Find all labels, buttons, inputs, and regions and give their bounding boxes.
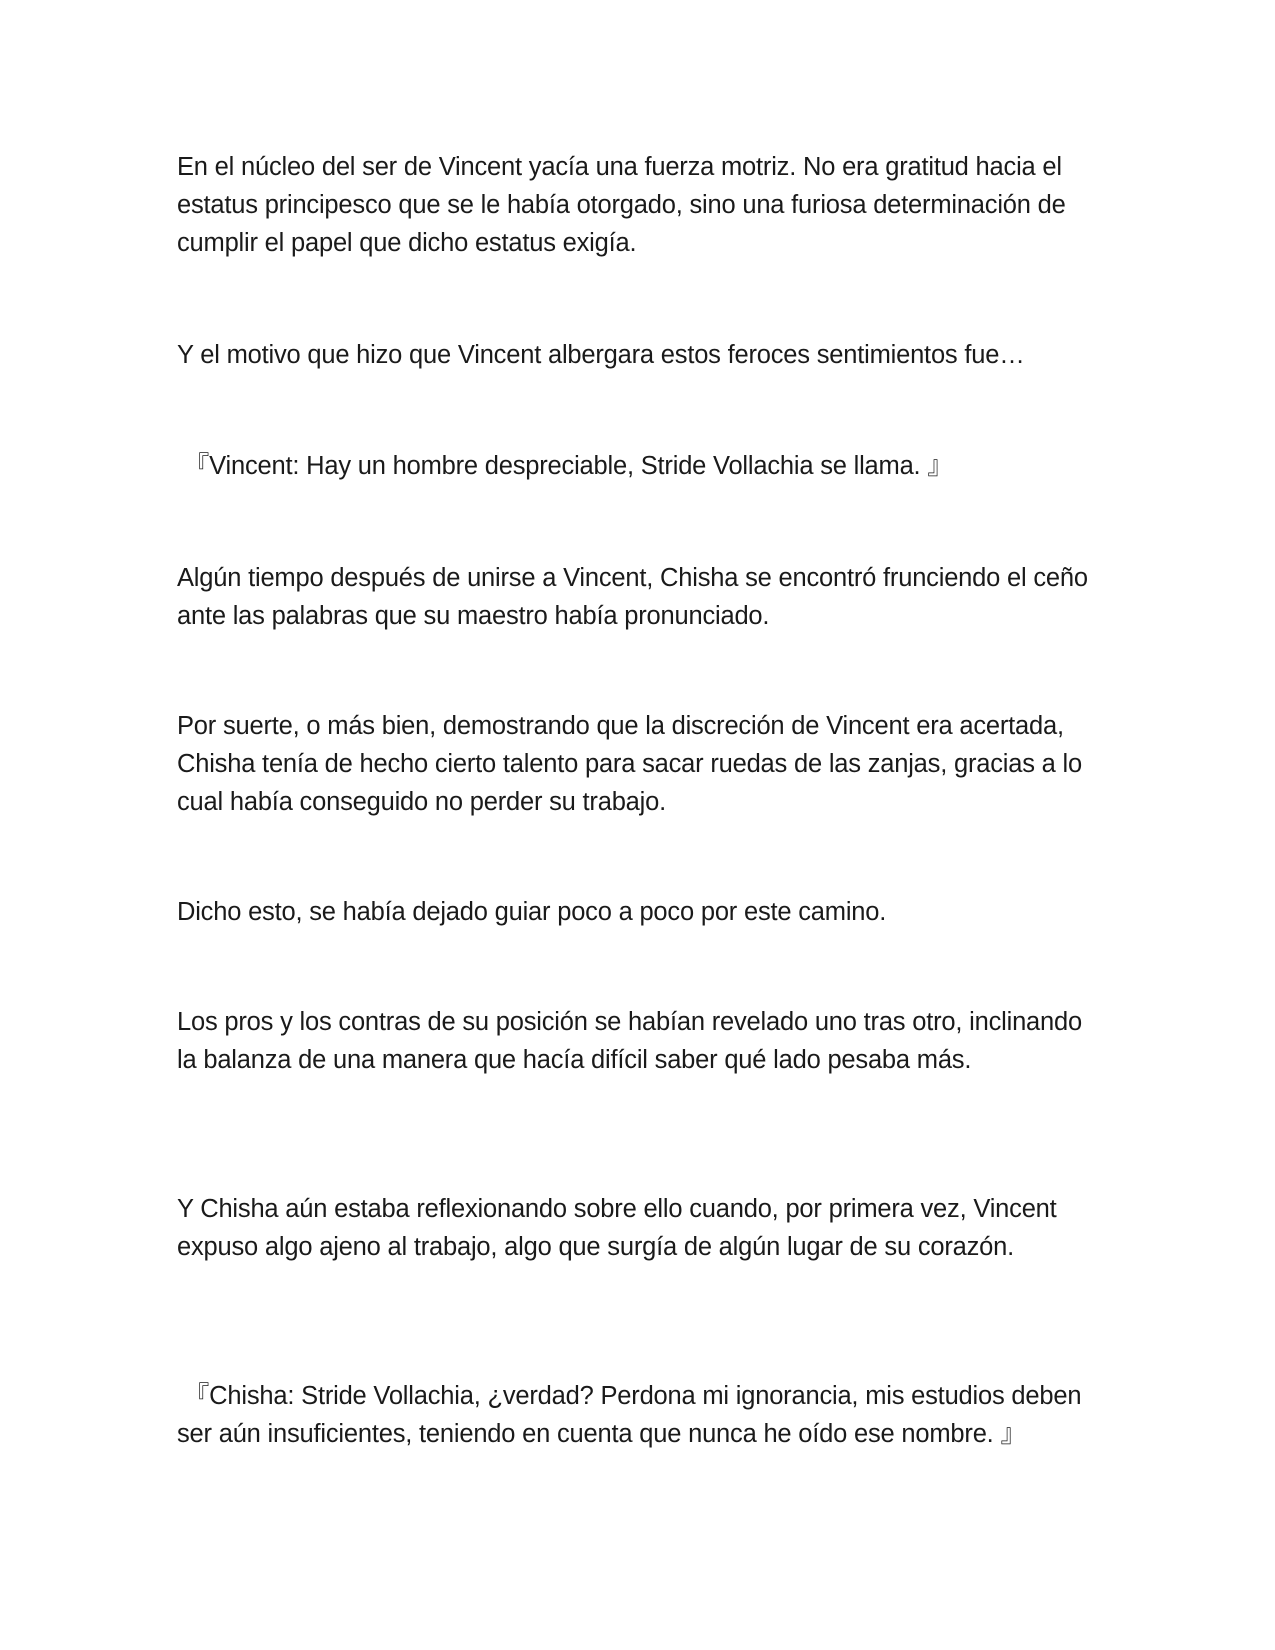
paragraph-5: Por suerte, o más bien, demostrando que la discreción de Vincent era acertada, Chisha tenía de hecho cierto talento para sacar ruedas de las zanjas, gracias a lo cual había conseguido no perder su trabajo. [177,712,1082,816]
dialogue-chisha: 『Chisha: Stride Vollachia, ¿verdad? Perdona mi ignorancia, mis estudios deben ser aún insuficientes, teniendo en cuenta que nunca he oído ese nombre. 』 [177,1382,1082,1448]
paragraph-2: Y el motivo que hizo que Vincent albergara estos feroces sentimientos fue… [177,341,1025,369]
dialogue-vincent: 『Vincent: Hay un hombre despreciable, Stride Vollachia se llama. 』 [177,452,953,480]
paragraph-6: Dicho esto, se había dejado guiar poco a poco por este camino. [177,898,887,926]
paragraph-8: Y Chisha aún estaba reflexionando sobre ello cuando, por primera vez, Vincent expuso algo ajeno al trabajo, algo que surgía de algún lugar de su corazón. [177,1195,1057,1261]
paragraph-4: Algún tiempo después de unirse a Vincent, Chisha se encontró frunciendo el ceño ante las palabras que su maestro había pronunciado. [177,564,1088,630]
paragraph-1: En el núcleo del ser de Vincent yacía una fuerza motriz. No era gratitud hacia el estatus principesco que se le había otorgado, sino una furiosa determinación de cumplir el papel que dicho estatus exigía. [177,153,1066,257]
paragraph-7: Los pros y los contras de su posición se habían revelado uno tras otro, inclinando la balanza de una manera que hacía difícil saber qué lado pesaba más. [177,1008,1082,1074]
